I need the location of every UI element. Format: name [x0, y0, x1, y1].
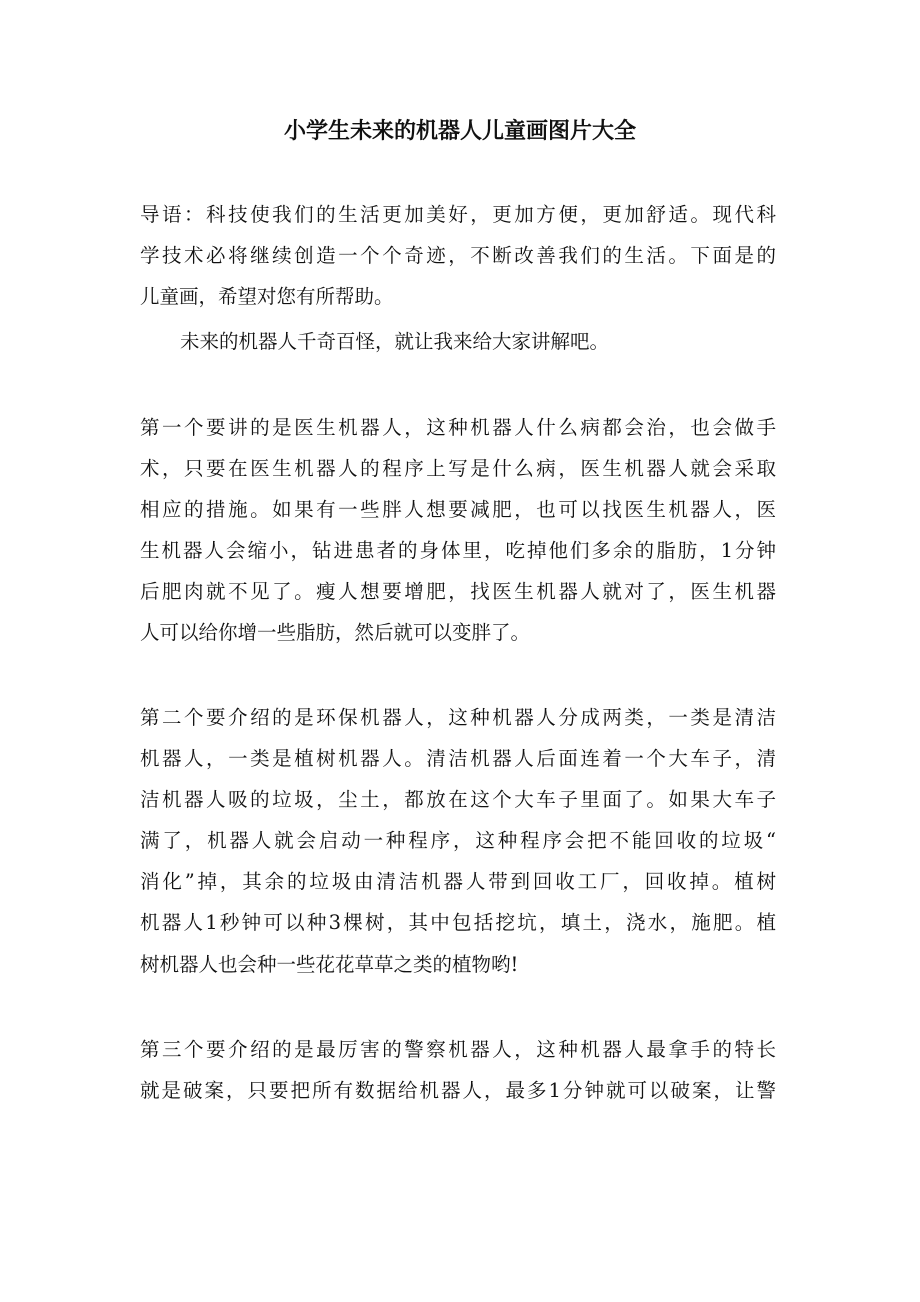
- document-title: 小学生未来的机器人儿童画图片大全: [283, 118, 636, 144]
- paragraph-2-line: 第二个要介绍的是环保机器人，这种机器人分成两类，一类是清洁: [140, 706, 776, 729]
- paragraph-3-line: 就是破案，只要把所有数据给机器人，最多1分钟就可以破案，让警: [140, 1079, 776, 1102]
- paragraph-1-line: 生机器人会缩小，钻进患者的身体里，吃掉他们多余的脂肪，1分钟: [140, 539, 776, 562]
- paragraph-2-line: 树机器人也会种一些花花草草之类的植物哟!: [140, 953, 519, 976]
- paragraph-2-line: 洁机器人吸的垃圾，尘土，都放在这个大车子里面了。如果大车子: [140, 788, 776, 811]
- paragraph-2-line: 消化”掉，其余的垃圾由清洁机器人带到回收工厂，回收掉。植树: [140, 870, 776, 893]
- intro-indented-line: 未来的机器人千奇百怪，就让我来给大家讲解吧。: [180, 330, 610, 353]
- paragraph-1-line: 后肥肉就不见了。瘦人想要增肥，找医生机器人就对了，医生机器: [140, 580, 776, 603]
- paragraph-1-line: 术，只要在医生机器人的程序上写是什么病，医生机器人就会采取: [140, 457, 776, 480]
- paragraph-1-line: 人可以给你增一些脂肪，然后就可以变胖了。: [140, 621, 531, 644]
- intro-line: 学技术必将继续创造一个个奇迹，不断改善我们的生活。下面是的: [140, 244, 776, 267]
- paragraph-1-line: 相应的措施。如果有一些胖人想要减肥，也可以找医生机器人，医: [140, 498, 776, 521]
- paragraph-2-line: 机器人，一类是植树机器人。清洁机器人后面连着一个大车子，清: [140, 747, 776, 770]
- paragraph-2-line: 机器人1秒钟可以种3棵树，其中包括挖坑，填土，浇水，施肥。植: [140, 911, 776, 934]
- paragraph-2-line: 满了，机器人就会启动一种程序，这种程序会把不能回收的垃圾“: [140, 829, 776, 852]
- paragraph-1-line: 第一个要讲的是医生机器人，这种机器人什么病都会治，也会做手: [140, 416, 776, 439]
- intro-line: 儿童画，希望对您有所帮助。: [140, 285, 394, 308]
- intro-line: 导语：科技使我们的生活更加美好，更加方便，更加舒适。现代科: [140, 203, 776, 226]
- paragraph-3-line: 第三个要介绍的是最厉害的警察机器人，这种机器人最拿手的特长: [140, 1038, 776, 1061]
